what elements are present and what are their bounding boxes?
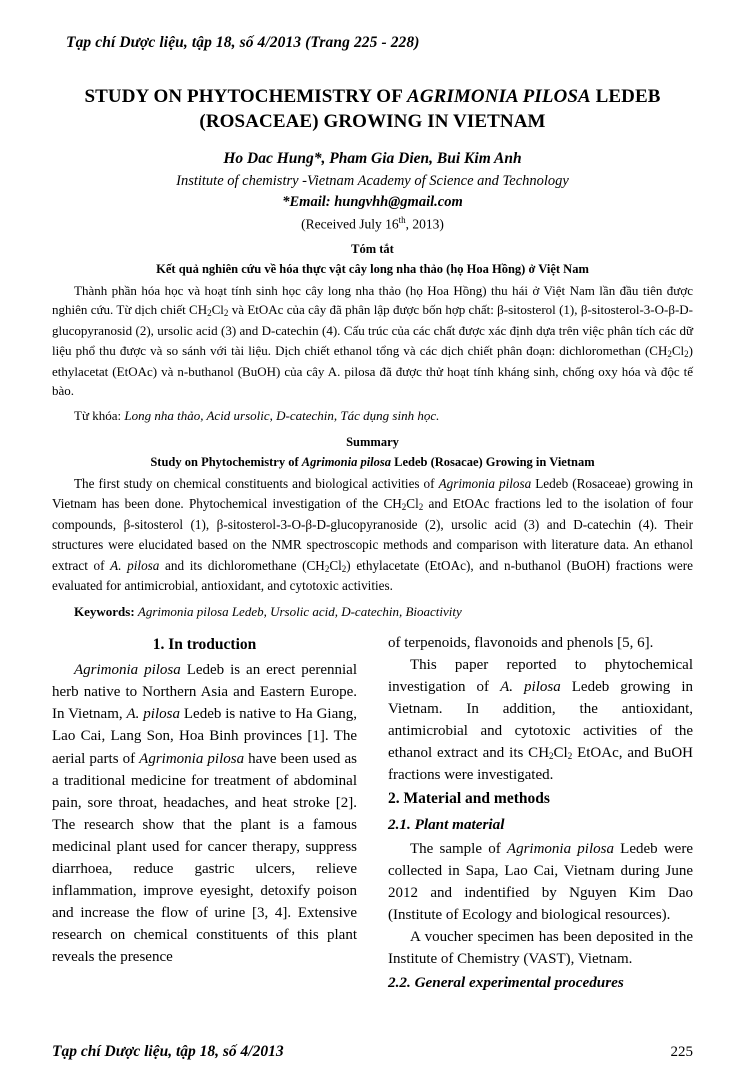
vn-abs-sub-3: 2	[667, 348, 672, 359]
vn-abs-part-1: Thành phần hóa học và hoạt tính sinh học cây long nha thảo (họ Hoa Hồng) thu hái ở Việt Nam lần đầu tiên được nghiên cứu. Từ dịch chiết CH	[52, 282, 693, 318]
received-prefix: (Received July 16	[301, 216, 399, 232]
en-abs-sub-4: 2	[341, 563, 347, 574]
aim-species: A. pilosa	[500, 678, 561, 695]
vn-abs-part-5: ) ethylacetat (EtOAc) và n-buthanol (BuOH) của cây A. pilosa đã được thử hoạt tính kháng sinh, chống oxy hóa và độc tế bào.	[52, 342, 693, 399]
intro-text-2: Ledeb is native to Ha Giang, Lao Cai, Lang Son, Hoa Binh provinces [1]. The aerial parts of	[52, 706, 357, 767]
vn-abs-part-2: Cl	[211, 302, 224, 318]
body-columns	[52, 632, 693, 1063]
authors: Ho Dac Hung*, Pham Gia Dien, Bui Kim Anh	[223, 150, 522, 168]
plant-species: Agrimonia pilosa	[506, 841, 614, 858]
vn-keywords-value: Long nha thảo, Acid ursolic, D-catechin, Tác dụng sinh học.	[124, 408, 440, 423]
plant-text-1: The sample of	[410, 841, 507, 858]
right-paragraph-aim	[388, 654, 693, 786]
intro-species-3: Agrimonia pilosa	[139, 750, 245, 767]
english-abstract-subheading	[52, 455, 693, 470]
affiliation: Institute of chemistry -Vietnam Academy of Science and Technology	[176, 173, 569, 190]
vn-abs-part-4: Cl	[671, 342, 685, 358]
aim-sub-2: 2	[567, 750, 573, 761]
page-title	[62, 84, 683, 134]
en-abs-species-2: A. pilosa	[110, 557, 160, 573]
vietnamese-keywords	[52, 406, 693, 426]
aim-sub-1: 2	[549, 750, 554, 761]
en-keywords-value: Agrimonia pilosa Ledeb, Ursolic acid, D-catechin, Bioactivity	[137, 604, 462, 620]
received-date	[52, 215, 693, 233]
intro-text-1: Ledeb is an erect perennial herb native to Northern Asia and Eastern Europe. In Vietnam,	[52, 662, 357, 723]
subsection-heading-general-procedures: 2.2. General experimental procedures	[388, 974, 624, 992]
page-number: 225	[670, 1044, 693, 1060]
en-abs-part-2: Ledeb (Rosaceae) growing in Vietnam has been done. Phytochemical investigation of the CH	[52, 475, 693, 512]
en-abs-part-1: The first study on chemical constituents and biological activities of	[74, 475, 439, 491]
title-line1-pre: STUDY ON PHYTOCHEMISTRY OF	[84, 86, 408, 107]
en-abs-part-5: and its dichloromethane (CH	[159, 557, 325, 573]
vn-keywords-label: Từ khóa:	[74, 408, 125, 423]
column-right	[388, 632, 693, 1063]
title-line1-post: LEDEB	[590, 86, 661, 107]
footer-journal: Tạp chí Dược liệu, tập 18, số 4/2013	[52, 1043, 284, 1060]
section-heading-introduction: 1. In troduction	[152, 635, 257, 653]
plant-material-paragraph	[388, 838, 693, 926]
en-abs-part-6: Cl	[329, 557, 342, 573]
english-abstract-body	[52, 474, 693, 598]
vn-abs-sub-2: 2	[223, 308, 229, 319]
en-abs-sub-1: 2	[401, 502, 407, 513]
english-keywords	[52, 602, 693, 622]
en-abs-species-1: Agrimonia pilosa	[438, 475, 532, 491]
en-keywords-label: Keywords:	[74, 604, 138, 620]
intro-species-1: Agrimonia pilosa	[74, 662, 181, 679]
en-subheading-post: Ledeb (Rosacae) Growing in Vietnam	[391, 454, 595, 469]
vn-abs-part-3: và EtOAc của cây đã phân lập được bốn hợp chất: β-sitosterol (1), β-sitosterol-3-O-β-D-glucopyranosid (2), ursolic acid (3) and D-catechin (4). Cấu trúc của các chất được xác định dựa trên việc phân tích các dữ liệu phổ thu được và so sánh với tài liệu. Dịch chiết ethanol tổng và các dịch chiết phân đoạn: dichloromethan (CH	[52, 302, 693, 358]
en-abs-part-3: Cl	[406, 496, 419, 512]
en-abs-sub-3: 2	[324, 563, 330, 574]
en-abs-part-7: ) ethylacetate (EtOAc), and n-buthanol (BuOH) fractions were evaluated for antimicrobial, antioxidant, and cytotoxic activities.	[52, 557, 694, 594]
vietnamese-abstract-subheading: Kết quả nghiên cứu về hóa thực vật cây long nha thảo (họ Hoa Hồng) ở Việt Nam	[156, 261, 589, 276]
aim-text-4: EtOAc, and BuOH fractions were investigated.	[388, 744, 694, 783]
english-abstract-heading: Summary	[346, 434, 399, 449]
subsection-heading-plant-material: 2.1. Plant material	[388, 815, 505, 833]
page-footer	[52, 1043, 693, 1061]
received-suffix: , 2013)	[405, 216, 444, 232]
vn-abs-sub-1: 2	[207, 308, 212, 319]
column-left	[52, 632, 357, 1063]
title-line1-species: AGRIMONIA PILOSA	[407, 86, 591, 107]
vietnamese-abstract-heading: Tóm tắt	[351, 241, 394, 256]
intro-species-2: A. pilosa	[126, 706, 180, 723]
plant-text-2: Ledeb were collected in Sapa, Lao Cai, Vietnam during June 2012 and indentified by Nguyen Kim Dao (Institute of Ecology and biological resources).	[388, 841, 693, 924]
aim-text-3: Cl	[553, 744, 568, 761]
aim-text-1: This paper reported to phytochemical investigation of	[388, 656, 693, 695]
running-head: Tạp chí Dược liệu, tập 18, số 4/2013 (Trang 225 - 228)	[66, 34, 420, 51]
title-line2: (ROSACEAE) GROWING IN VIETNAM	[199, 111, 546, 133]
voucher-paragraph: A voucher specimen has been deposited in the Institute of Chemistry (VAST), Vietnam.	[388, 929, 693, 968]
email-line: *Email: hungvhh@gmail.com	[282, 194, 463, 211]
vietnamese-abstract-body	[52, 281, 693, 401]
en-subheading-species: Agrimonia pilosa	[301, 454, 392, 469]
en-subheading-pre: Study on Phytochemistry of	[150, 454, 302, 469]
section-heading-material-methods: 2. Material and methods	[388, 789, 550, 807]
aim-text-2: Ledeb growing in Vietnam. In addition, the antioxidant, antimicrobial and cytotoxic activities of the ethanol extract and its CH	[388, 678, 693, 761]
en-abs-part-4: and EtOAc fractions led to the isolation of four compounds, β-sitosterol (1), β-sitosterol-3-O-β-D-glucopyranoside (2), ursolic acid (3) and D-catechin (4). Their structures were elucidated based on the NMR spectroscopic methods and comparison with literature data. An ethanol extract of	[52, 496, 694, 573]
intro-text-3: have been used as a traditional medicine for treatment of abdominal pain, sore throat, headaches, and heat stroke [2]. The research show that the plant is a famous medicinal plant used for cancer therapy, suppress diarrhoea, reduce gastric ulcers, relieve inflammation, improve eyesight, detoxify poison and increase the flow of urine [3, 4]. Extensive research on chemical constituents of this plant reveals the presence	[52, 750, 357, 965]
right-paragraph-continuation: of terpenoids, flavonoids and phenols [5, 6].	[388, 634, 654, 651]
en-abs-sub-2: 2	[418, 502, 424, 513]
received-ordinal: th	[398, 215, 406, 226]
intro-paragraph	[52, 659, 357, 968]
vn-abs-sub-4: 2	[684, 348, 689, 359]
